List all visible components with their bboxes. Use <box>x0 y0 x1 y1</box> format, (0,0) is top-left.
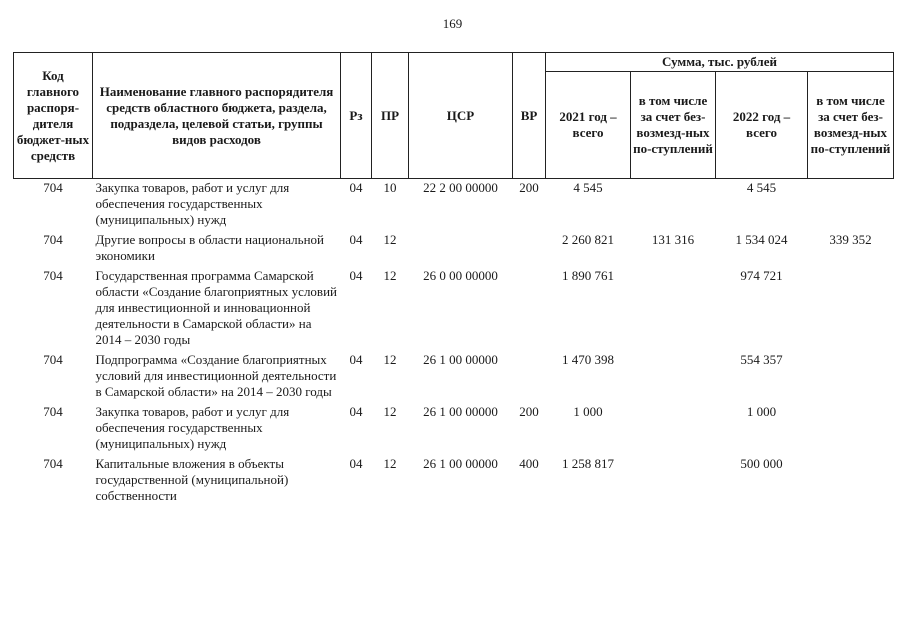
cell-2022-total: 554 357 <box>740 352 783 367</box>
header-sum-group: Сумма, тыс. рублей <box>546 53 894 72</box>
header-code: Код главного распоря-дителя бюджет-ных средств <box>14 53 93 179</box>
header-2022-gratuitous: в том числе за счет без-возмезд-ных по-ступлений <box>808 72 894 179</box>
cell-code: 704 <box>43 352 63 367</box>
cell-rz: 04 <box>349 404 363 419</box>
table-body <box>14 179 894 508</box>
cell-name: Подпрограмма «Создание благоприятных условий для инвестиционной деятельности в Самарской области» на 2014 – 2030 годы <box>95 352 337 399</box>
header-2021-gratuitous: в том числе за счет без-возмезд-ных по-ступлений <box>631 72 716 179</box>
cell-2022-gratuitous <box>808 351 894 403</box>
cell-2022-total: 974 721 <box>740 268 783 283</box>
cell-pr: 12 <box>383 456 397 471</box>
cell-rz: 04 <box>349 268 363 283</box>
cell-2022-total: 500 000 <box>740 456 783 471</box>
cell-2021-total: 1 890 761 <box>562 268 614 283</box>
cell-vr: 200 <box>519 404 539 419</box>
cell-2021-gratuitous <box>631 267 716 351</box>
header-rz: Рз <box>341 53 372 179</box>
cell-rz: 04 <box>349 180 363 195</box>
cell-2022-gratuitous <box>808 267 894 351</box>
cell-code: 704 <box>43 268 63 283</box>
cell-csr: 26 1 00 00000 <box>423 456 498 471</box>
cell-csr: 26 0 00 00000 <box>423 268 498 283</box>
cell-2022-total: 1 534 024 <box>735 232 788 247</box>
cell-2021-total: 1 258 817 <box>562 456 614 471</box>
cell-rz: 04 <box>349 352 363 367</box>
cell-2022-gratuitous: 339 352 <box>829 232 872 247</box>
cell-csr: 22 2 00 00000 <box>423 180 498 195</box>
cell-pr: 12 <box>383 404 397 419</box>
cell-vr: 400 <box>519 456 539 471</box>
cell-csr: 26 1 00 00000 <box>423 404 498 419</box>
page-number: 169 <box>442 16 463 31</box>
cell-rz: 04 <box>349 456 363 471</box>
header-2021-total: 2021 год – всего <box>546 72 631 179</box>
cell-2021-gratuitous <box>631 351 716 403</box>
table-row <box>14 351 894 403</box>
cell-name: Закупка товаров, работ и услуг для обеспечения государственных (муниципальных) нужд <box>95 180 290 227</box>
table-row <box>14 267 894 351</box>
cell-code: 704 <box>43 404 63 419</box>
cell-rz: 04 <box>349 232 363 247</box>
cell-2021-total: 1 470 398 <box>562 352 614 367</box>
cell-2021-gratuitous <box>631 455 716 507</box>
cell-pr: 10 <box>383 180 397 195</box>
cell-2021-gratuitous: 131 316 <box>651 232 695 247</box>
header-pr: ПР <box>372 53 409 179</box>
cell-code: 704 <box>43 232 63 247</box>
cell-pr: 12 <box>383 352 397 367</box>
cell-vr <box>513 267 546 351</box>
table-row <box>14 231 894 267</box>
table-row <box>14 455 894 507</box>
cell-2021-gratuitous <box>631 179 716 232</box>
cell-code: 704 <box>43 456 63 471</box>
cell-2022-gratuitous <box>808 403 894 455</box>
cell-pr: 12 <box>383 268 397 283</box>
header-2022-total: 2022 год – всего <box>716 72 808 179</box>
table-row <box>14 179 894 232</box>
cell-name: Государственная программа Самарской области «Создание благоприятных условий для инвестиционной и инновационной деятельности в Самарской области» на 2014 – 2030 годы <box>95 268 337 347</box>
cell-2022-gratuitous <box>808 179 894 232</box>
header-vr: ВР <box>513 53 546 179</box>
table-header <box>14 53 894 179</box>
cell-2022-gratuitous <box>808 455 894 507</box>
cell-pr: 12 <box>383 232 397 247</box>
cell-vr: 200 <box>519 180 539 195</box>
cell-2021-total: 1 000 <box>573 404 603 419</box>
cell-vr <box>513 231 546 267</box>
header-name: Наименование главного распорядителя средств областного бюджета, раздела, подраздела, целевой статьи, группы видов расходов <box>93 53 341 179</box>
table-row <box>14 403 894 455</box>
cell-2022-total: 1 000 <box>746 404 777 419</box>
cell-name: Закупка товаров, работ и услуг для обеспечения государственных (муниципальных) нужд <box>95 404 290 451</box>
cell-csr: 26 1 00 00000 <box>423 352 498 367</box>
cell-2021-total: 4 545 <box>573 180 603 195</box>
cell-2022-total: 4 545 <box>746 180 777 195</box>
cell-name: Капитальные вложения в объекты государственной (муниципальной) собственности <box>95 456 289 503</box>
cell-2021-gratuitous <box>631 403 716 455</box>
cell-vr <box>513 351 546 403</box>
budget-table <box>13 52 894 507</box>
header-csr: ЦСР <box>409 53 513 179</box>
cell-2021-total: 2 260 821 <box>562 232 614 247</box>
cell-csr <box>409 231 513 267</box>
cell-code: 704 <box>43 180 63 195</box>
cell-name: Другие вопросы в области национальной экономики <box>95 232 324 263</box>
